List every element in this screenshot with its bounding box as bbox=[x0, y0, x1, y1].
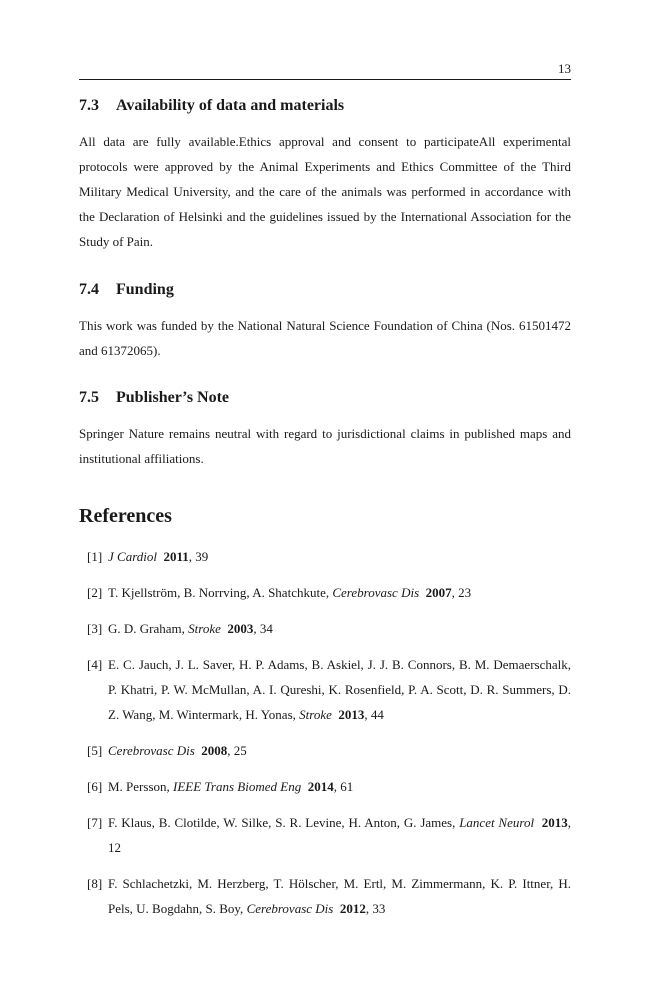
reference-label: [6] bbox=[87, 779, 103, 794]
page-number: 13 bbox=[558, 61, 571, 76]
reference-item bbox=[79, 738, 571, 763]
reference-label: [7] bbox=[87, 815, 103, 830]
reference-year: 2003 bbox=[227, 621, 254, 636]
reference-item bbox=[79, 871, 571, 921]
section-title: Funding bbox=[116, 281, 174, 298]
reference-item bbox=[79, 544, 571, 569]
reference-year: 2007 bbox=[425, 585, 452, 600]
reference-journal: Stroke bbox=[299, 707, 332, 722]
reference-year: 2012 bbox=[339, 901, 366, 916]
references-heading: References bbox=[79, 505, 172, 527]
reference-volume: , 33 bbox=[365, 901, 386, 916]
reference-label: [2] bbox=[87, 585, 103, 600]
section-heading-funding bbox=[79, 280, 174, 300]
reference-label: [5] bbox=[87, 743, 103, 758]
section-text-data-availability: All data are fully available.Ethics approval and consent to participateAll experimental protocols were approved by the Animal Experiments and Ethics Committee of the Third Military Medical University, and the care of the animals was performed in accordance with the Declaration of Helsinki and the guidelines issued by the International Association for the Study of Pain. bbox=[79, 134, 571, 249]
reference-item bbox=[79, 652, 571, 727]
reference-authors: T. Kjellström, B. Norrving, A. Shatchkute, bbox=[108, 585, 333, 600]
reference-label: [8] bbox=[87, 876, 103, 891]
reference-volume: , 25 bbox=[227, 743, 247, 758]
reference-label: [3] bbox=[87, 621, 103, 636]
reference-journal: Stroke bbox=[188, 621, 221, 636]
reference-authors: M. Persson, bbox=[108, 779, 174, 794]
header-rule bbox=[79, 79, 571, 80]
reference-item bbox=[79, 810, 571, 860]
reference-year: 2011 bbox=[163, 549, 189, 564]
reference-volume: , 61 bbox=[333, 779, 354, 794]
reference-item bbox=[79, 616, 571, 641]
section-number: 7.5 bbox=[79, 389, 99, 406]
section-number: 7.4 bbox=[79, 281, 99, 298]
reference-label: [1] bbox=[87, 549, 103, 564]
section-number: 7.3 bbox=[79, 97, 99, 114]
reference-volume: , 23 bbox=[451, 585, 472, 600]
reference-year: 2014 bbox=[307, 779, 334, 794]
reference-item bbox=[79, 774, 571, 799]
section-heading-data-availability bbox=[79, 96, 344, 116]
reference-journal: Cerebrovasc Dis bbox=[332, 585, 420, 600]
reference-authors: E. C. Jauch, J. L. Saver, H. P. Adams, B. Askiel, J. J. B. Connors, B. M. Demaerschalk, P. Khatri, P. W. McMullan, A. I. Qureshi, K. Rosenfield, P. A. Scott, D. R. Summers, D. Z. Wang, M. Wintermark, H. Yonas, bbox=[108, 657, 571, 722]
reference-authors: F. Klaus, B. Clotilde, W. Silke, S. R. Levine, H. Anton, G. James, bbox=[108, 815, 460, 830]
reference-authors: G. D. Graham, bbox=[108, 621, 189, 636]
reference-year: 2013 bbox=[338, 707, 365, 722]
section-text-funding: This work was funded by the National Natural Science Foundation of China (Nos. 61501472 and 61372065). bbox=[79, 318, 571, 358]
reference-volume: , 44 bbox=[364, 707, 384, 722]
reference-authors: F. Schlachetzki, M. Herzberg, T. Hölscher, M. Ertl, M. Zimmermann, K. P. Ittner, H. Pels, U. Bogdahn, S. Boy, bbox=[108, 876, 571, 916]
reference-volume: , 12 bbox=[108, 815, 572, 855]
reference-journal: IEEE Trans Biomed Eng bbox=[173, 779, 302, 794]
reference-volume: , 39 bbox=[188, 549, 209, 564]
reference-volume: , 34 bbox=[253, 621, 273, 636]
reference-item bbox=[79, 580, 571, 605]
reference-journal: Cerebrovasc Dis bbox=[108, 743, 195, 758]
section-title: Publisher’s Note bbox=[116, 389, 230, 406]
section-title: Availability of data and materials bbox=[116, 97, 345, 114]
section-heading-publishers-note bbox=[79, 388, 229, 408]
reference-journal: J Cardiol bbox=[108, 549, 157, 564]
reference-year: 2008 bbox=[201, 743, 228, 758]
reference-journal: Cerebrovasc Dis bbox=[246, 901, 334, 916]
reference-label: [4] bbox=[87, 657, 103, 672]
reference-journal: Lancet Neurol bbox=[459, 815, 535, 830]
reference-year: 2013 bbox=[541, 815, 568, 830]
section-text-publishers-note: Springer Nature remains neutral with regard to jurisdictional claims in published maps and institutional affiliations. bbox=[79, 426, 571, 466]
